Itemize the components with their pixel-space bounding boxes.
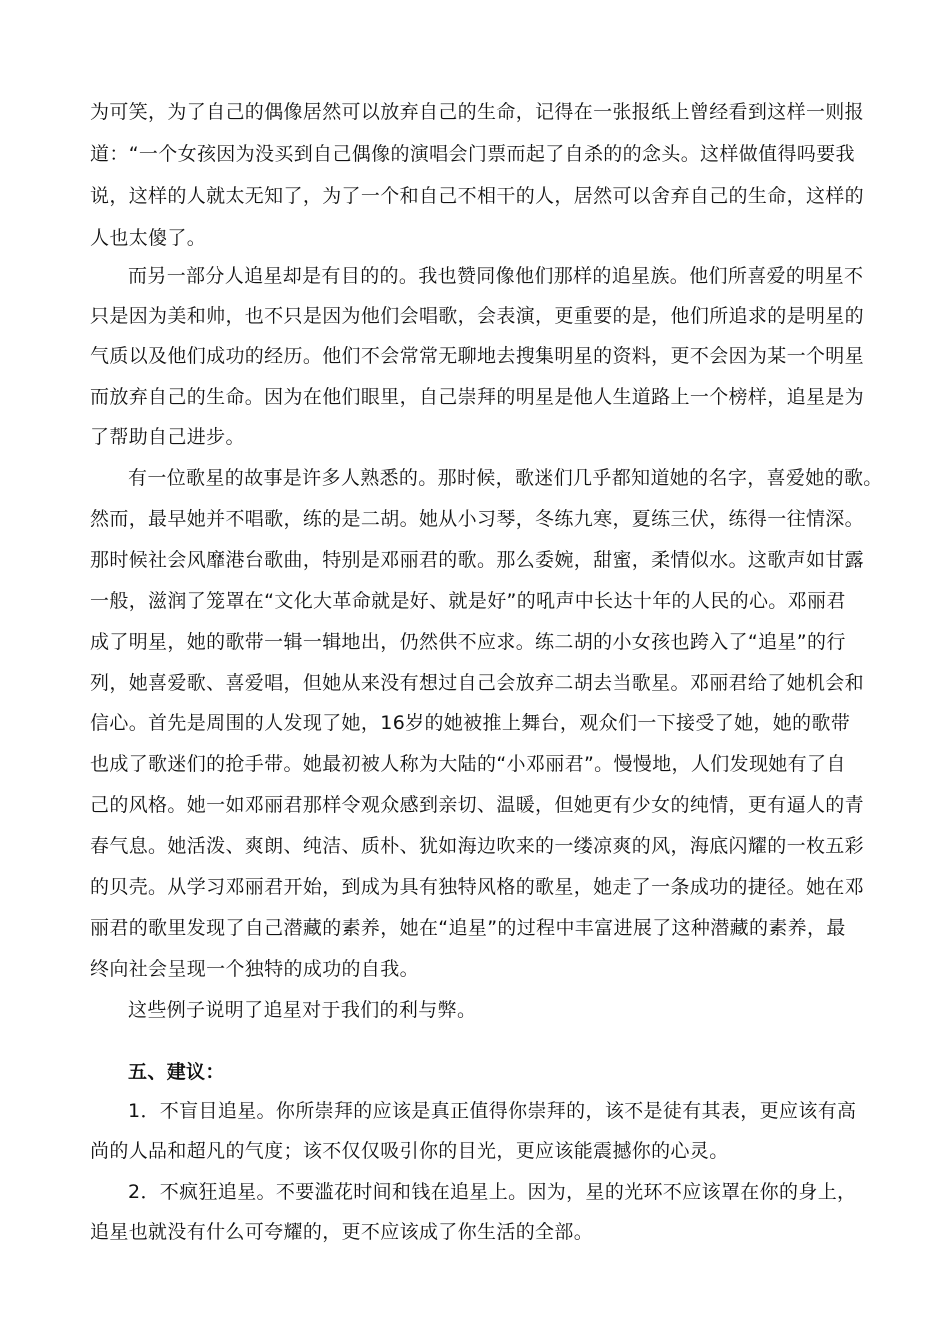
suggestion-2-line-2: 追星也就没有什么可夸耀的，更不应该成了你生活的全部。 <box>90 1221 594 1243</box>
paragraph-3-line-13: 终向社会呈现一个独特的成功的自我。 <box>90 958 419 980</box>
paragraph-3-line-1: 有一位歌星的故事是许多人熟悉的。那时候，歌迷们几乎都知道她的名字，喜爱她的歌。 <box>128 467 883 489</box>
paragraph-2-line-5: 了帮助自己进步。 <box>90 426 245 448</box>
paragraph-1-line-2: 道：“一个女孩因为没买到自己偶像的演唱会门票而起了自杀的的念头。这样做值得吗要我 <box>90 143 855 165</box>
paragraph-3-line-5: 成了明星，她的歌带一辑一辑地出，仍然供不应求。练二胡的小女孩也跨入了“追星”的行 <box>90 631 846 653</box>
paragraph-3-line-8: 也成了歌迷们的抢手带。她最初被人称为大陆的“小邓丽君”。慢慢地，人们发现她有了自 <box>90 753 846 775</box>
paragraph-3-line-6: 列，她喜爱歌、喜爱唱，但她从来没有想过自己会放弃二胡去当歌星。邓丽君给了她机会和 <box>90 672 865 694</box>
suggestion-1-line-2: 尚的人品和超凡的气度；该不仅仅吸引你的目光，更应该能震撼你的心灵。 <box>90 1140 729 1162</box>
paragraph-4: 这些例子说明了追星对于我们的利与弊。 <box>128 999 477 1021</box>
paragraph-1-line-4: 人也太傻了。 <box>90 227 207 249</box>
paragraph-2-line-2: 只是因为美和帅，也不只是因为他们会唱歌，会表演，更重要的是，他们所追求的是明星的 <box>90 305 865 327</box>
suggestion-1-line-1: 1．不盲目追星。你所崇拜的应该是真正值得你崇拜的，该不是徒有其表，更应该有高 <box>128 1100 857 1122</box>
paragraph-3-line-7: 信心。首先是周围的人发现了她，16岁的她被推上舞台，观众们一下接受了她，她的歌带 <box>90 712 851 734</box>
paragraph-3-line-11: 的贝壳。从学习邓丽君开始，到成为具有独特风格的歌星，她走了一条成功的捷径。她在邓 <box>90 876 865 898</box>
paragraph-1-line-3: 说，这样的人就太无知了，为了一个和自己不相干的人，居然可以舍弃自己的生命，这样的 <box>90 185 865 207</box>
paragraph-2-line-1: 而另一部分人追星却是有目的的。我也赞同像他们那样的追星族。他们所喜爱的明星不 <box>128 265 864 287</box>
paragraph-3-line-9: 己的风格。她一如邓丽君那样令观众感到亲切、温暖，但她更有少女的纯情，更有逼人的青 <box>90 794 865 816</box>
paragraph-3-line-2: 然而，最早她并不唱歌，练的是二胡。她从小习琴，冬练九寒，夏练三伏，练得一往情深。 <box>90 508 865 530</box>
suggestion-2-line-1: 2．不疯狂追星。不要滥花时间和钱在追星上。因为，星的光环不应该罩在你的身上， <box>128 1181 857 1203</box>
paragraph-3-line-12: 丽君的歌里发现了自己潜藏的素养，她在“追星”的过程中丰富进展了这种潜藏的素养，最 <box>90 917 846 939</box>
paragraph-2-line-3: 气质以及他们成功的经历。他们不会常常无聊地去搜集明星的资料，更不会因为某一个明星 <box>90 345 865 367</box>
paragraph-1-line-1: 为可笑，为了自己的偶像居然可以放弃自己的生命，记得在一张报纸上曾经看到这样一则报 <box>90 101 865 123</box>
paragraph-2-line-4: 而放弃自己的生命。因为在他们眼里，自己崇拜的明星是他人生道路上一个榜样，追星是为 <box>90 386 865 408</box>
section-heading: 五、建议： <box>128 1061 225 1083</box>
paragraph-3-line-4: 一般，滋润了笼罩在“文化大革命就是好、就是好”的吼声中长达十年的人民的心。邓丽君 <box>90 590 846 612</box>
paragraph-3-line-3: 那时候社会风靡港台歌曲，特别是邓丽君的歌。那么委婉，甜蜜，柔情似水。这歌声如甘露 <box>90 549 865 571</box>
paragraph-3-line-10: 春气息。她活泼、爽朗、纯洁、质朴、犹如海边吹来的一缕凉爽的风，海底闪耀的一枚五彩 <box>90 835 865 857</box>
